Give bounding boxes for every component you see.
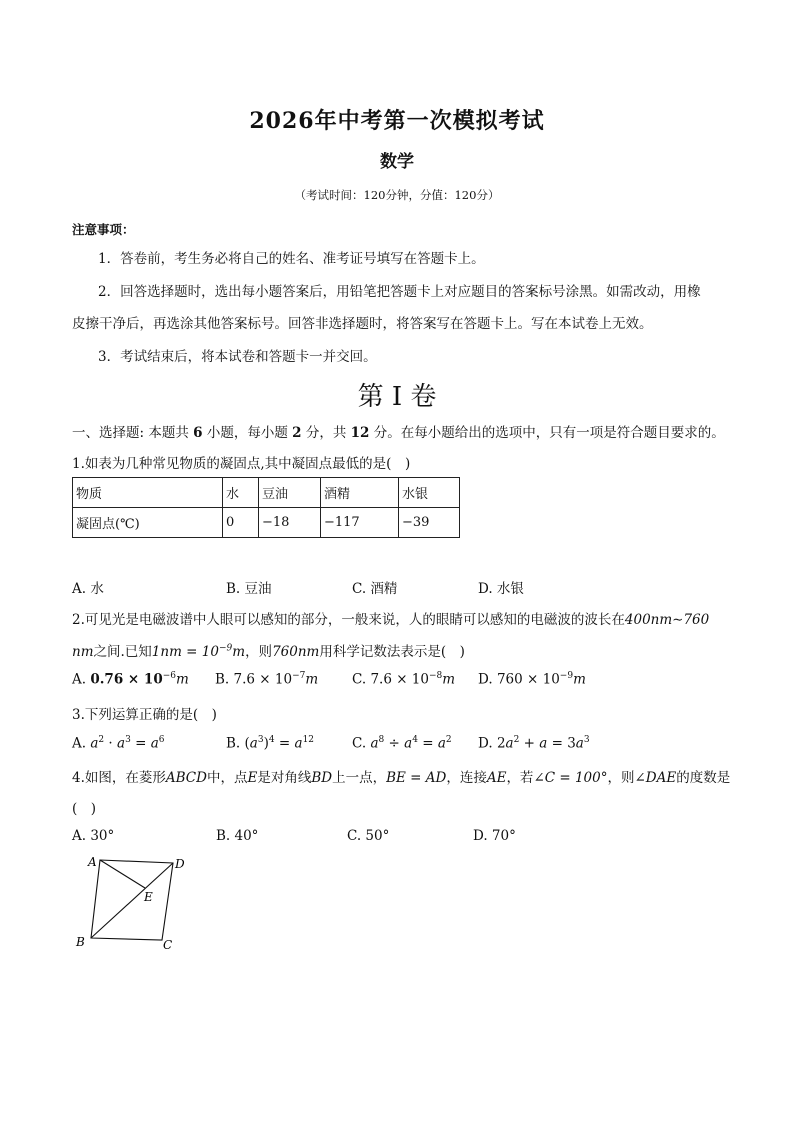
table-row — [73, 478, 460, 508]
section-title: 第 I 卷 — [357, 382, 437, 412]
table-cell: 水 — [223, 478, 259, 508]
section-description: 一、选择题: 本题共 6 小题，每小题 2 分，共 12 分。在每小题给出的选项中，只有一项是符合题目要求的。 — [72, 425, 725, 441]
question-2-line-2: nm之间.已知$1nm = 10^{-9}m$，则760nm用科学记数法表示是( ) — [72, 643, 465, 660]
table-cell: −39 — [399, 508, 460, 538]
question-2-line-1: 2.可见光是电磁波谱中人眼可以感知的部分，一般来说，人的眼睛可以感知的电磁波的波长在400nm∼760 — [72, 612, 710, 628]
table-row — [73, 508, 460, 538]
option-a[interactable]: A. $0.76 \times 10^{-6}m$ — [72, 671, 189, 688]
option-b[interactable]: B. $(a^3)^4 = a^{12}$ — [226, 735, 315, 752]
notice-item-2-line-2: 皮擦干净后，再选涂其他答案标号。回答非选择题时，将答案写在答题卡上。写在本试卷上无效。 — [72, 316, 653, 332]
option-c[interactable]: C. 酒精 — [352, 581, 398, 597]
option-c[interactable]: C. $7.6 \times 10^{-8}m$ — [352, 671, 456, 688]
exam-info: （考试时间：120分钟，分值：120分） — [294, 188, 500, 202]
question-4-line-1: 4.如图，在菱形ABCD中，点E是对角线BD上一点，BE = AD，连接AE，若∠C = 100°，则∠DAE的度数是 — [72, 770, 731, 786]
option-d[interactable]: D. $2a^2 + a = 3a^3$ — [478, 735, 590, 752]
diagonal-bd — [91, 863, 173, 938]
notice-item-1: 1．答卷前，考生务必将自己的姓名、准考证号填写在答题卡上。 — [98, 251, 485, 267]
option-d[interactable]: D. 70° — [473, 828, 516, 844]
option-a[interactable]: A. 水 — [72, 581, 104, 597]
table-cell: 0 — [223, 508, 259, 538]
table-cell: −117 — [321, 508, 399, 538]
question-3-stem: 3.下列运算正确的是( ) — [72, 707, 217, 723]
question-4-line-2: ( ) — [72, 801, 97, 817]
freezing-point-table — [72, 477, 460, 538]
table-cell: 酒精 — [321, 478, 399, 508]
table-cell: −18 — [259, 508, 321, 538]
table-cell: 豆油 — [259, 478, 321, 508]
vertex-label-a: A — [88, 855, 97, 869]
table-cell: 物质 — [73, 478, 223, 508]
segment-ae — [100, 860, 145, 888]
option-b[interactable]: B. $7.6 \times 10^{-7}m$ — [215, 671, 319, 688]
point-label-e: E — [144, 890, 153, 904]
question-1-stem: 1.如表为几种常见物质的凝固点,其中凝固点最低的是( ) — [72, 456, 411, 472]
table-cell: 凝固点(℃) — [73, 508, 223, 538]
vertex-label-c: C — [163, 938, 173, 952]
option-c[interactable]: C. 50° — [347, 828, 390, 844]
vertex-label-b: B — [76, 935, 85, 949]
vertex-label-d: D — [175, 857, 185, 871]
table-cell: 水银 — [399, 478, 460, 508]
notice-item-3: 3．考试结束后，将本试卷和答题卡一并交回。 — [98, 349, 377, 365]
notice-heading: 注意事项： — [72, 222, 135, 237]
subject-title: 数学 — [380, 152, 414, 172]
notice-item-2-line-1: 2．回答选择题时，选出每小题答案后，用铅笔把答题卡上对应题目的答案标号涂黑。如需改动，用橡 — [98, 284, 701, 300]
option-b[interactable]: B. 40° — [216, 828, 259, 844]
exam-title: 2026年中考第一次模拟考试 — [249, 108, 545, 134]
option-a[interactable]: A. 30° — [72, 828, 115, 844]
option-d[interactable]: D. $760 \times 10^{-9}m$ — [478, 671, 586, 688]
option-c[interactable]: C. $a^8 \div a^4 = a^2$ — [352, 735, 452, 752]
option-d[interactable]: D. 水银 — [478, 581, 524, 597]
option-b[interactable]: B. 豆油 — [226, 581, 272, 597]
rhombus-figure — [70, 850, 210, 960]
option-a[interactable]: A. $a^2 \cdot a^3 = a^6$ — [72, 735, 165, 752]
